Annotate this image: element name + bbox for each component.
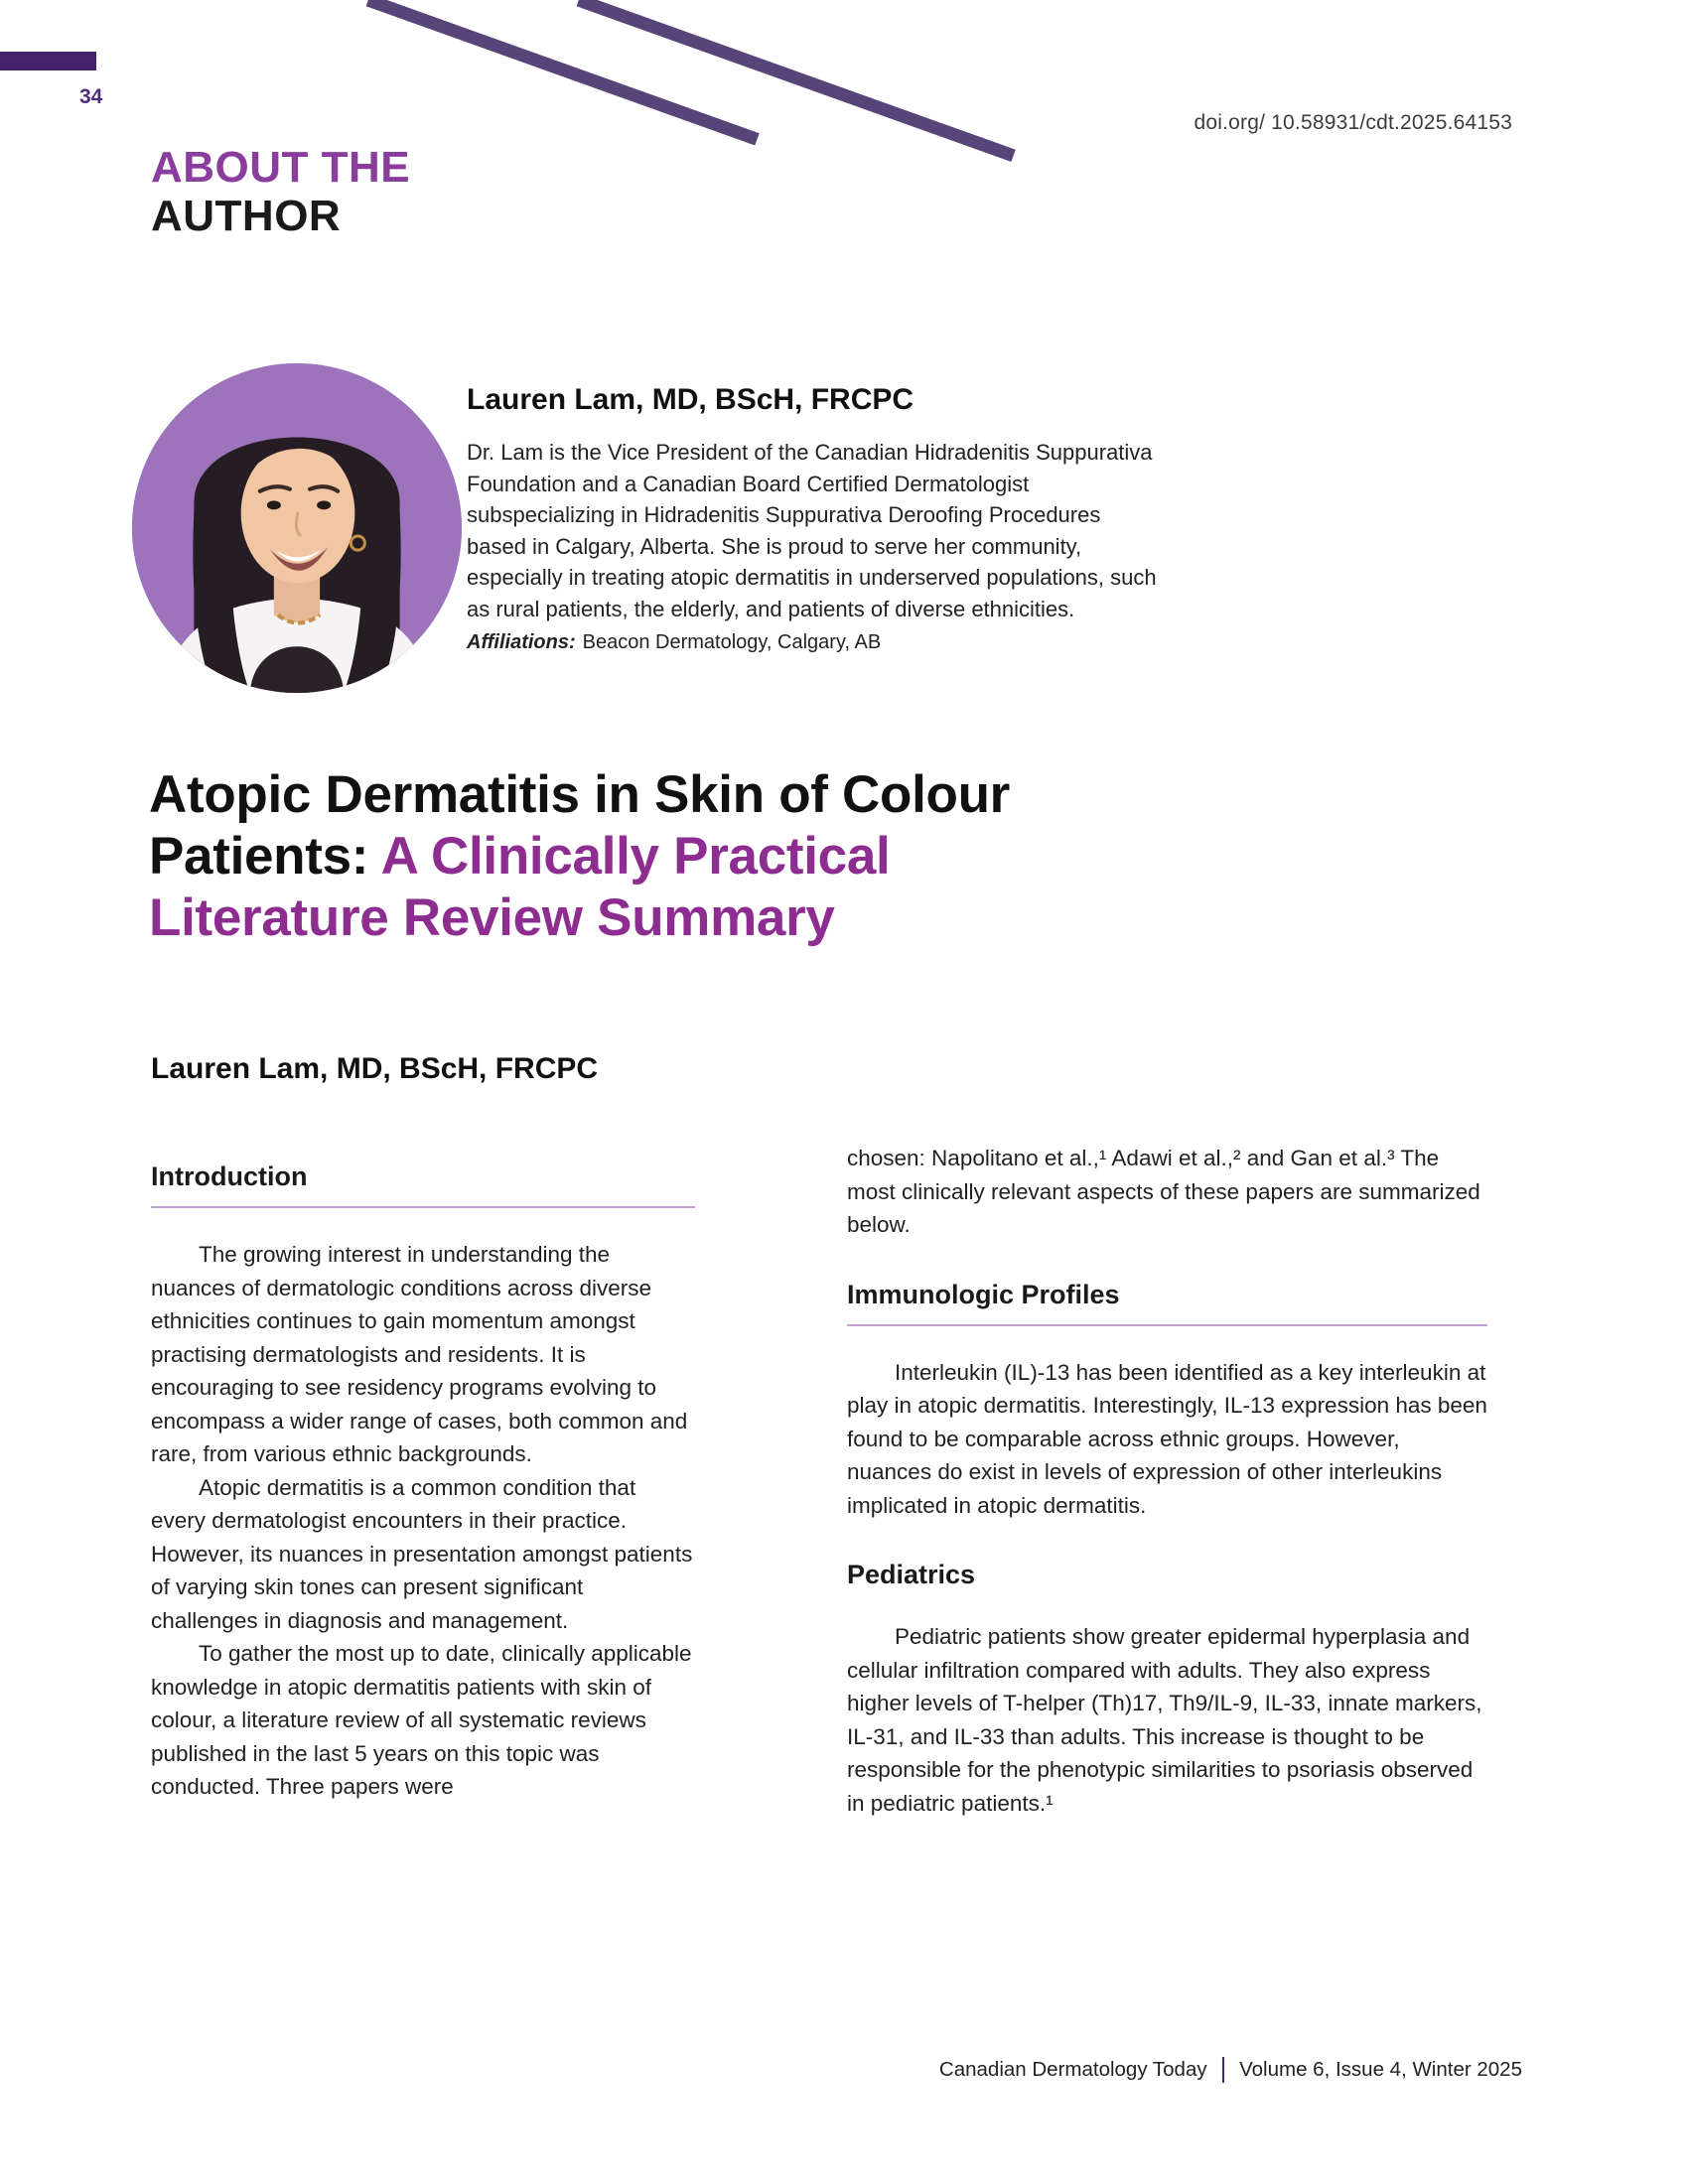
immunologic-profiles-paragraph: Interleukin (IL)-13 has been identified as a key interleukin at play in atopic dermatitis. Interestingly, IL-13 expression has been found to be comparable across ethnic groups. However, nuances do exist in levels of expression of other interleukins implicated in atopic dermatitis. [847,1359,1487,1518]
about-heading-line2: AUTHOR [151,192,342,240]
title-line1: Atopic Dermatitis in Skin of Colour [149,765,1011,824]
article-title [149,764,1440,949]
introduction-paragraph-1: The growing interest in understanding the nuances of dermatologic conditions across diverse ethnicities continues to gain momentum amongst practising dermatologists and residents. It is encouraging to see residency programs evolving to encompass a wider range of cases, both common and rare, from various ethnic backgrounds. [151,1242,688,1466]
title-line3: Literature Review Summary [149,888,835,947]
diagonal-accent-line-2 [577,0,1016,162]
footer-journal-name: Canadian Dermatology Today [938,2058,1207,2081]
page-footer [939,2057,1522,2083]
doi-text: doi.org/ 10.58931/cdt.2025.64153 [1194,111,1512,134]
title-line2-black: Patients: [149,827,381,886]
diagonal-accent-line-1 [366,0,760,145]
introduction-continuation-paragraph: chosen: Napolitano et al.,¹ Adawi et al.,² and Gan et al.³ The most clinically relevant aspects of these papers are summarized below. [847,1146,1480,1237]
introduction-paragraph-3: To gather the most up to date, clinically applicable knowledge in atopic dermatitis patients with skin of colour, a literature review of all systematic reviews published in the last 5 years on this topic was conducted. Three papers were [151,1641,692,1799]
left-column [151,1161,695,1804]
introduction-paragraph-2: Atopic dermatitis is a common condition that every dermatologist encounters in their practice. However, its nuances in presentation amongst patients of varying skin tones can present significant challenges in diagnosis and management. [151,1474,693,1633]
about-the-author-heading [151,143,410,240]
author-name: Lauren Lam, MD, BScH, FRCPC [467,383,914,416]
corner-accent-bar [0,52,96,70]
affiliations-value: Beacon Dermatology, Calgary, AB [582,631,882,653]
page-number: 34 [79,85,103,108]
author-bio: Dr. Lam is the Vice President of the Canadian Hidradenitis Suppurativa Foundation and a Canadian Board Certified Dermatologist subspecializing in Hidradenitis Suppurativa Deroofing Procedures based in Calgary, Alberta. She is proud to serve her community, especially in treating atopic dermatitis in underserved populations, such as rural patients, the elderly, and patients of diverse ethnicities. [467,440,1157,621]
section-heading-introduction: Introduction [151,1161,695,1208]
pediatrics-paragraph: Pediatric patients show greater epidermal hyperplasia and cellular infiltration compared with adults. They also express higher levels of T-helper (Th)17, Th9/IL-9, IL-33, innate markers, IL-31, and IL-33 than adults. This increase is thought to be responsible for the phenotypic similarities to psoriasis observed in pediatric patients.¹ [847,1624,1482,1816]
author-portrait-illustration [132,363,462,693]
footer-separator [1222,2057,1225,2083]
section-heading-pediatrics: Pediatrics [847,1560,976,1589]
right-column [847,1142,1487,1820]
author-photo [132,363,462,693]
title-line2-purple: A Clinically Practical [380,827,891,886]
article-byline: Lauren Lam, MD, BScH, FRCPC [151,1052,599,1085]
section-heading-immunologic-profiles: Immunologic Profiles [847,1280,1487,1326]
about-heading-line1: ABOUT THE [151,143,411,192]
affiliations-label: Affiliations: [467,631,576,653]
footer-issue-info: Volume 6, Issue 4, Winter 2025 [1239,2058,1522,2081]
author-affiliations [467,631,881,654]
